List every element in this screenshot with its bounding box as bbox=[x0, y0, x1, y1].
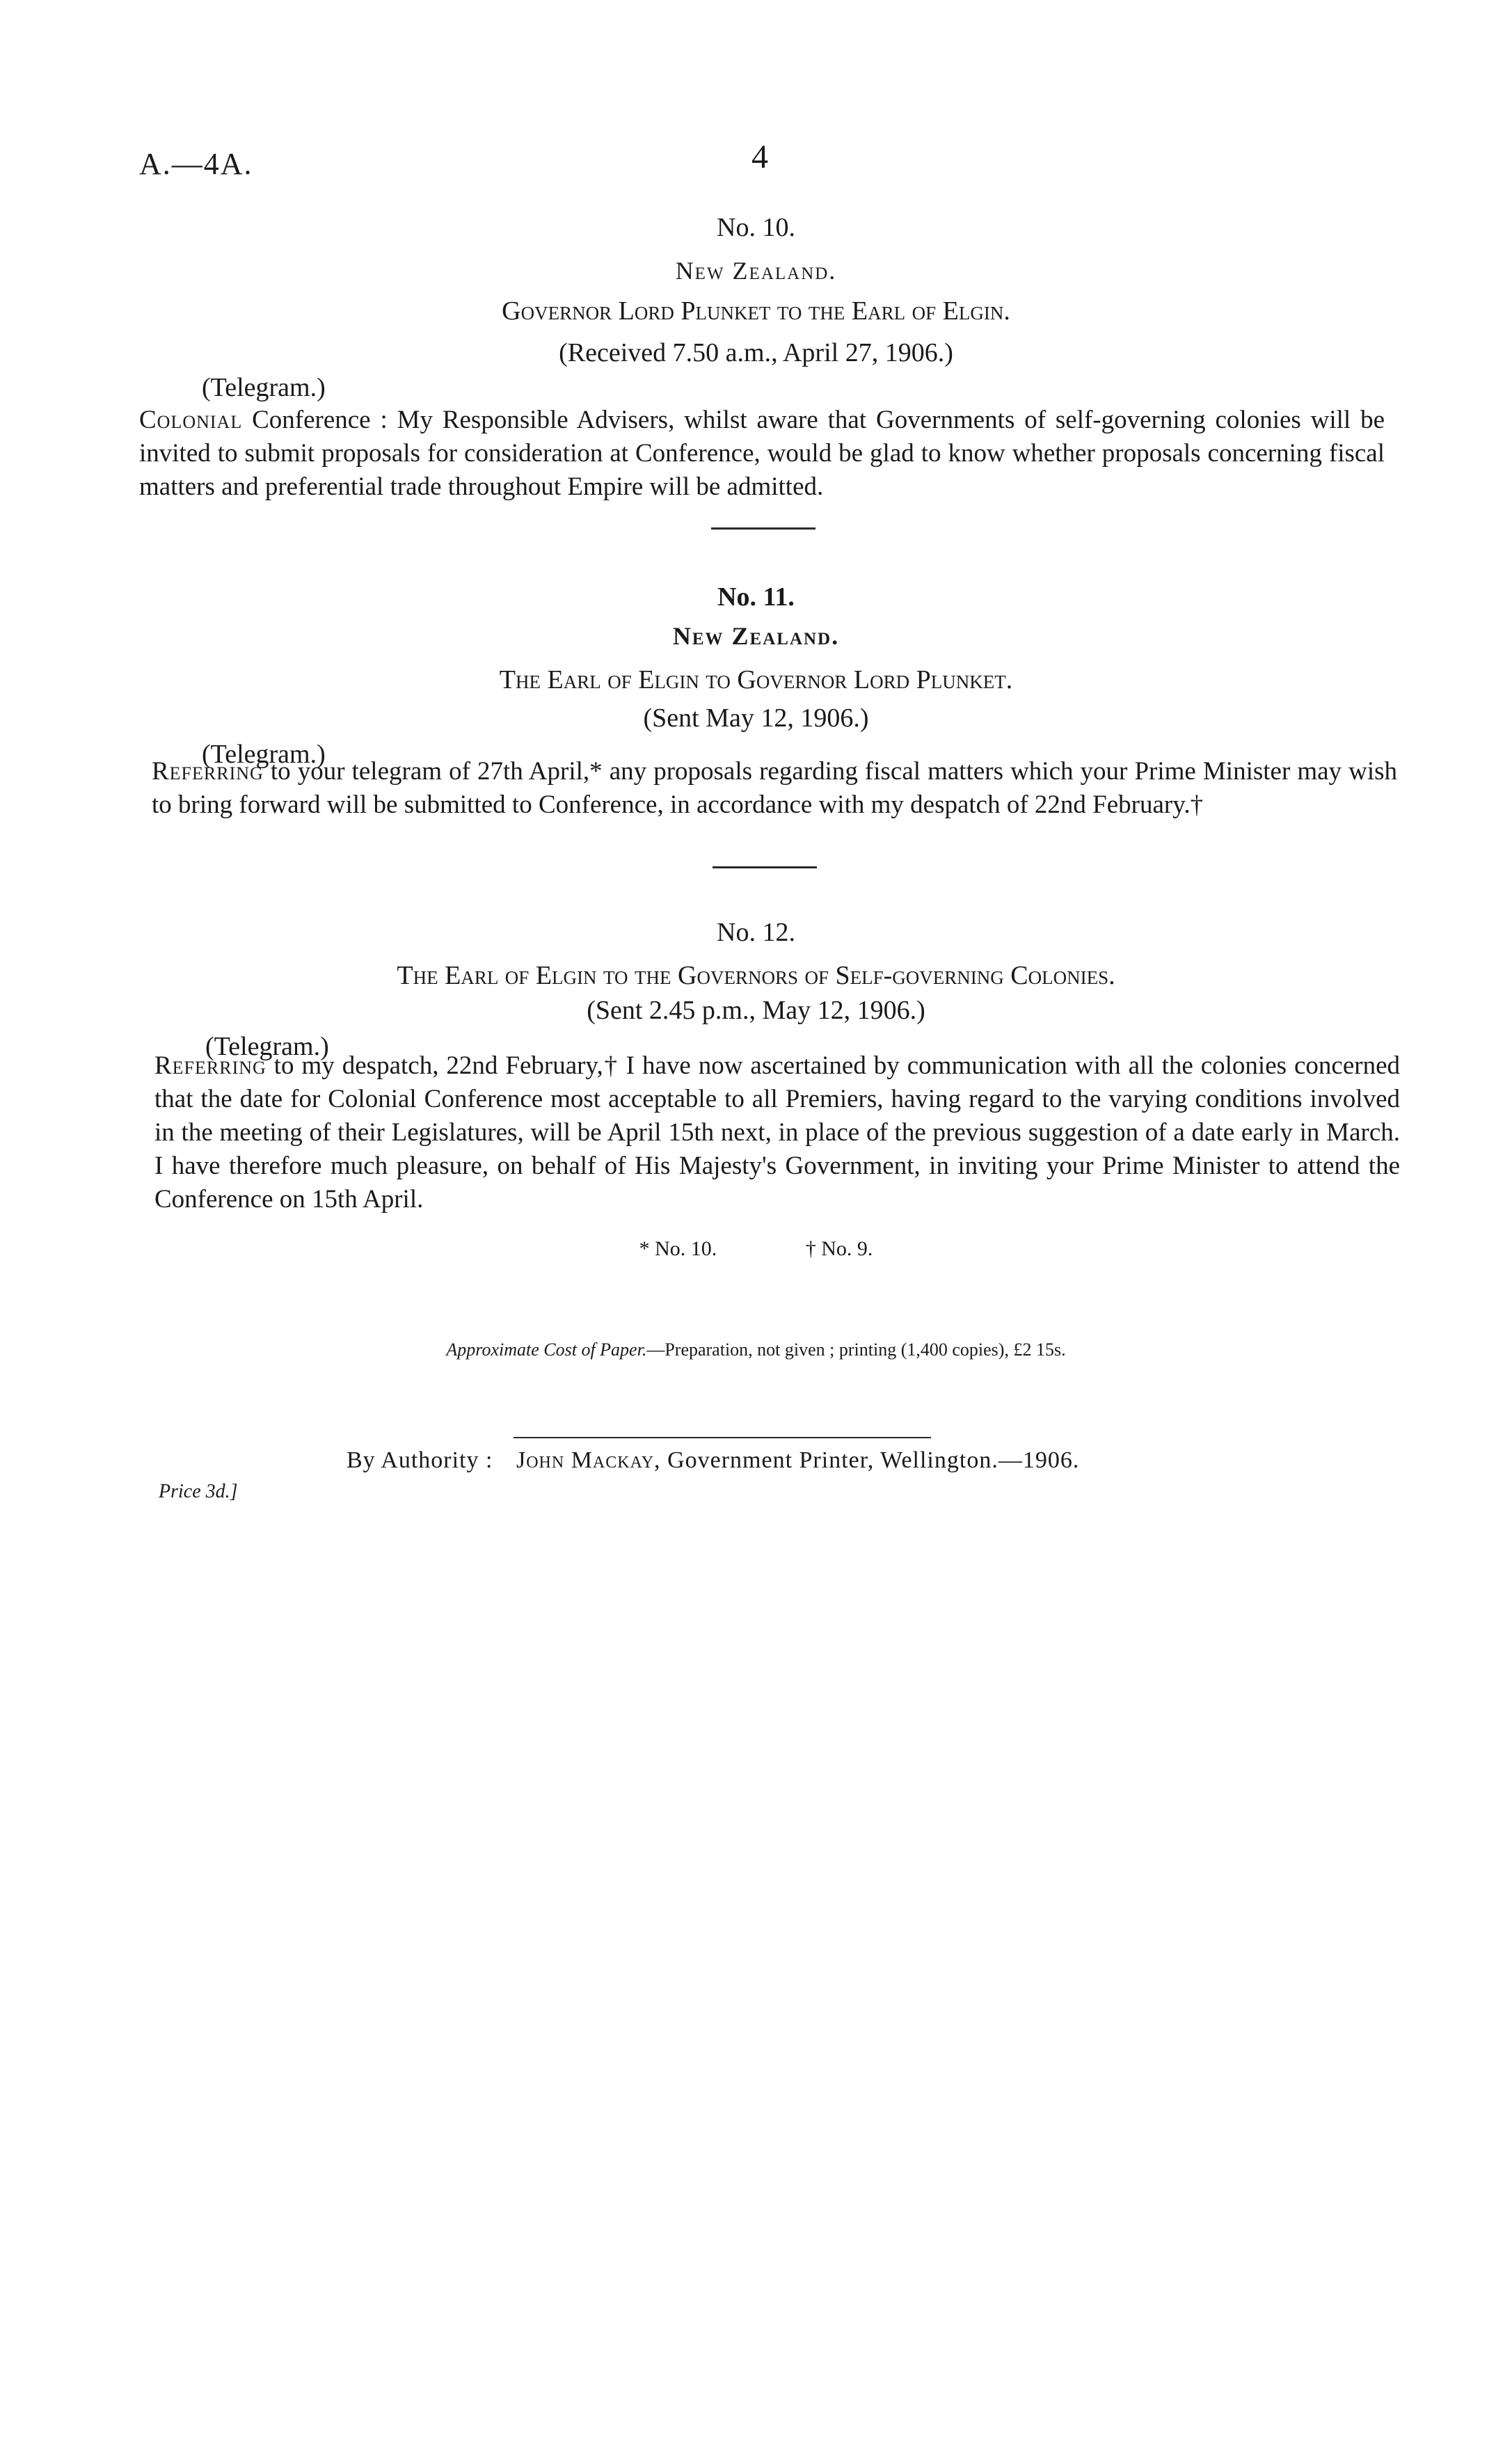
page-number: 4 bbox=[751, 138, 768, 175]
printer-name: John Mackay, bbox=[516, 1447, 661, 1473]
body-text: to your telegram of 27th April,* any proposals regarding fiscal matters which your Prime Minister may wish to bring forward will be submitted to Conference, in accordance with my despatch of 22nd February.† bbox=[152, 757, 1398, 819]
footnote: † No. 9. bbox=[805, 1237, 873, 1260]
section-number: No. 12. bbox=[717, 918, 795, 947]
imprint-suffix: Government Printer, Wellington.—1906. bbox=[667, 1447, 1080, 1473]
section-date: (Received 7.50 a.m., April 27, 1906.) bbox=[559, 338, 953, 367]
cost-label: Approximate Cost of Paper. bbox=[446, 1339, 647, 1360]
body-lead-word: Referring bbox=[154, 1051, 266, 1080]
section-divider bbox=[713, 866, 817, 868]
body-lead-word: Colonial bbox=[139, 406, 243, 434]
imprint-prefix: By Authority : bbox=[347, 1447, 493, 1473]
telegram-label: (Telegram.) bbox=[205, 1032, 329, 1061]
section-title: Governor Lord Plunket to the Earl of Elgin. bbox=[502, 296, 1010, 326]
footnotes bbox=[0, 1237, 1512, 1261]
body-text: Conference : My Responsible Advisers, whilst aware that Governments of self-governing colonies will be invited to submit proposals for consideration at Conference, would be glad to know whether proposals concerning fiscal matters and preferential trade throughout Empire will be admitted. bbox=[139, 406, 1385, 501]
section-date: (Sent May 12, 1906.) bbox=[643, 703, 869, 733]
section-body bbox=[139, 404, 1385, 504]
body-lead-word: Referring bbox=[152, 757, 264, 786]
section-number: No. 11. bbox=[717, 582, 795, 612]
section-title: The Earl of Elgin to Governor Lord Plunket. bbox=[499, 665, 1013, 694]
telegram-label: (Telegram.) bbox=[202, 740, 326, 769]
section-body bbox=[154, 1049, 1400, 1216]
section-divider bbox=[711, 527, 815, 530]
imprint-line bbox=[347, 1447, 1079, 1474]
cost-text: —Preparation, not given ; printing (1,400 copies), £2 15s. bbox=[646, 1339, 1066, 1360]
section-body bbox=[152, 755, 1397, 822]
footnote: * No. 10. bbox=[639, 1237, 717, 1260]
telegram-label: (Telegram.) bbox=[202, 373, 326, 402]
body-text: to my despatch, 22nd February,† I have now ascertained by communication with all the colonies concerned that the date for Colonial Conference most acceptable to all Premiers, having regard to the varying conditions involved in the meeting of their Legislatures, will be April 15th next, in place of the previous suggestion of a date early in March. I have therefore much pleasure, on behalf of His Majesty's Government, in inviting your Prime Minister to attend the Conference on 15th April. bbox=[154, 1051, 1401, 1214]
imprint-rule bbox=[514, 1437, 931, 1438]
section-place: New Zealand. bbox=[672, 622, 840, 650]
section-date: (Sent 2.45 p.m., May 12, 1906.) bbox=[587, 996, 925, 1025]
price: Price 3d.] bbox=[159, 1481, 238, 1502]
section-number: No. 10. bbox=[717, 213, 795, 242]
document-reference: A.—4A. bbox=[139, 147, 253, 181]
cost-note bbox=[0, 1339, 1512, 1360]
section-title: The Earl of Elgin to the Governors of Self-governing Colonies. bbox=[397, 961, 1115, 990]
section-place: New Zealand. bbox=[675, 257, 837, 285]
